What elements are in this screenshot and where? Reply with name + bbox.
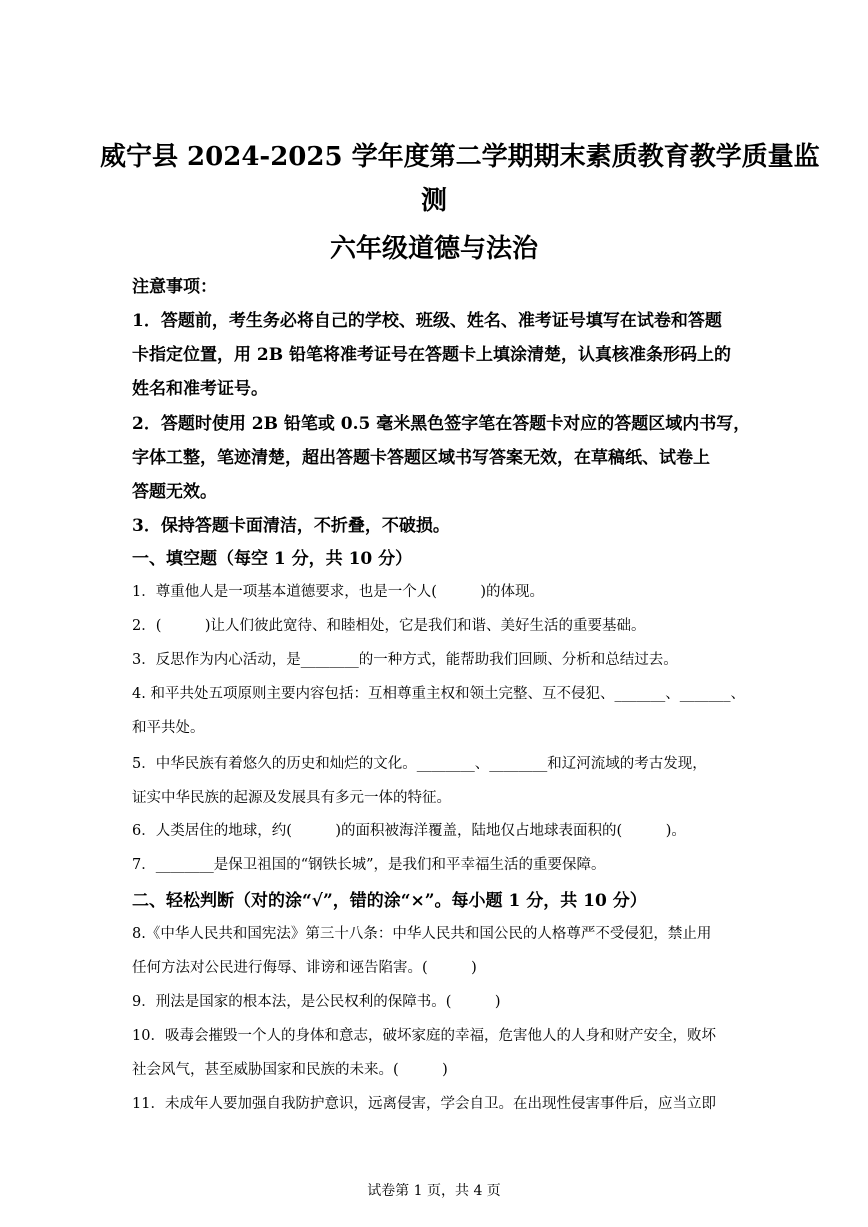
question-line: 9．刑法是国家的根本法，是公民权利的保障书。( ) bbox=[132, 994, 501, 1010]
question-line: 6．人类居住的地球，约( )的面积被海洋覆盖，陆地仅占地球表面积的( )。 bbox=[132, 823, 686, 839]
question-line: 10．吸毒会摧毁一个人的身体和意志，破坏家庭的幸福，危害他人的人身和财产安全，败坏 bbox=[132, 1028, 716, 1044]
question-line: 1．尊重他人是一项基本道德要求，也是一个人( )的体现。 bbox=[132, 584, 545, 600]
question-line: 社会风气，甚至威胁国家和民族的未来。( ) bbox=[132, 1062, 448, 1078]
exam-subtitle: 六年级道德与法治 bbox=[329, 234, 538, 264]
notice-line: 2．答题时使用 2B 铅笔或 0.5 毫米黑色签字笔在答题卡对应的答题区域内书写， bbox=[132, 414, 751, 434]
notice-heading: 注意事项： bbox=[132, 277, 217, 297]
question-line: 8.《中华人民共和国宪法》第三十八条：中华人民共和国公民的人格尊严不受侵犯，禁止用 bbox=[132, 926, 712, 942]
exam-title-line-2: 测 bbox=[420, 186, 447, 216]
question-line: 7．________是保卫祖国的“钢铁长城”，是我们和平幸福生活的重要保障。 bbox=[132, 857, 606, 873]
question-line: 2．( )让人们彼此宽待、和睦相处，它是我们和谐、美好生活的重要基础。 bbox=[132, 618, 646, 634]
notice-line: 字体工整，笔迹清楚，超出答题卡答题区域书写答案无效，在草稿纸、试卷上 bbox=[132, 448, 710, 468]
question-line: 3．反思作为内心活动，是________的一种方式，能帮助我们回顾、分析和总结过去。 bbox=[132, 652, 678, 668]
notice-line: 卡指定位置，用 2B 铅笔将准考证号在答题卡上填涂清楚，认真核准条形码上的 bbox=[132, 345, 732, 365]
question-line: 任何方法对公民进行侮辱、诽谤和诬告陷害。( ) bbox=[132, 960, 477, 976]
question-line: 5．中华民族有着悠久的历史和灿烂的文化。________、________和辽河流域的考古发现， bbox=[132, 756, 707, 772]
notice-line: 姓名和准考证号。 bbox=[132, 379, 268, 399]
section-heading-true-false: 二、轻松判断（对的涂“√”，错的涂“×”。每小题 1 分，共 10 分） bbox=[132, 891, 647, 911]
notice-line: 1．答题前，考生务必将自己的学校、班级、姓名、准考证号填写在试卷和答题 bbox=[132, 311, 722, 331]
section-heading-fill-in: 一、填空题（每空 1 分，共 10 分） bbox=[132, 549, 413, 569]
page-footer: 试卷第 1 页，共 4 页 bbox=[367, 1183, 501, 1199]
question-line: 11．未成年人要加强自我防护意识，远离侵害，学会自卫。在出现性侵害事件后，应当立即 bbox=[132, 1096, 716, 1112]
question-line: 和平共处。 bbox=[132, 720, 205, 736]
notice-line: 答题无效。 bbox=[132, 482, 217, 502]
exam-title-line-1: 威宁县 2024-2025 学年度第二学期期末素质教育教学质量监 bbox=[100, 142, 820, 172]
notice-line: 3．保持答题卡面清洁，不折叠，不破损。 bbox=[132, 516, 450, 536]
question-line: 证实中华民族的起源及发展具有多元一体的特征。 bbox=[132, 790, 451, 806]
question-line: 4. 和平共处五项原则主要内容包括：互相尊重主权和领土完整、互不侵犯、_______、_______、 bbox=[132, 686, 745, 702]
